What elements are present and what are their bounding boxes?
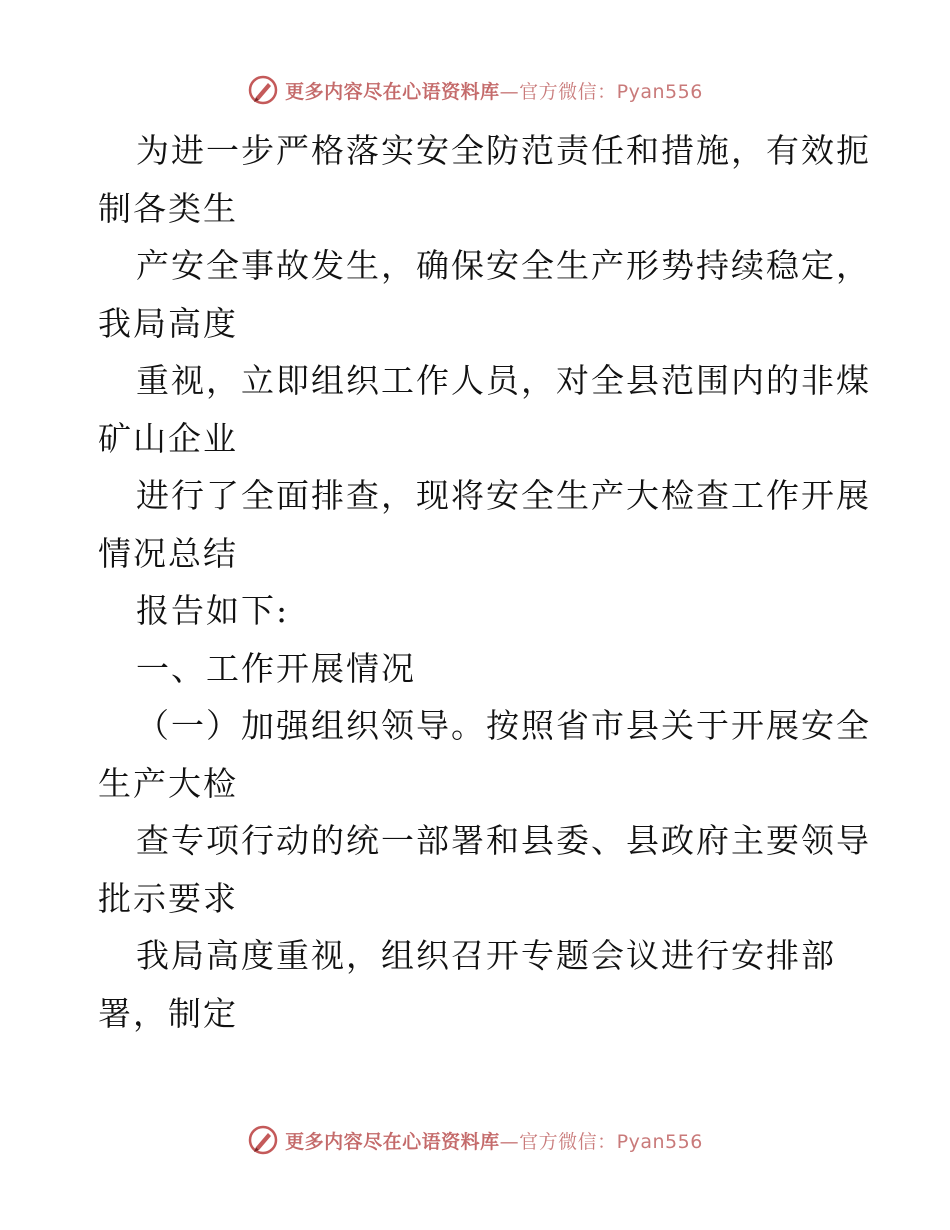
- paragraph-line: 产安全事故发生，确保安全生产形势持续稳定，: [136, 246, 871, 285]
- watermark-text: [285, 1127, 703, 1154]
- watermark-site: 更多内容尽在心语资料库: [285, 80, 500, 103]
- paragraph-line: 批示要求: [98, 878, 238, 918]
- watermark-text: [285, 77, 703, 104]
- paragraph-line: 查专项行动的统一部署和县委、县政府主要领导: [136, 821, 871, 860]
- paragraph-line: 生产大检: [98, 763, 238, 803]
- paragraph-line: 我局高度: [98, 303, 238, 343]
- pen-logo-icon: [247, 1124, 279, 1156]
- section-heading: 一、工作开展情况: [136, 648, 416, 688]
- watermark-wechat: 官方微信：Pyan556: [519, 80, 703, 103]
- paragraph-line: 我局高度重视，组织召开专题会议进行安排部: [136, 936, 836, 975]
- paragraph-line: 报告如下:: [136, 591, 290, 630]
- paragraph-line: 情况总结: [98, 533, 238, 573]
- paragraph-line: 重视，立即组织工作人员，对全县范围内的非煤: [136, 361, 871, 400]
- paragraph-line: 矿山企业: [98, 418, 238, 458]
- paragraph-line: 进行了全面排查，现将安全生产大检查工作开展: [136, 476, 871, 515]
- header-watermark: [0, 70, 950, 110]
- pen-logo-icon: [247, 74, 279, 106]
- paragraph-line: 为进一步严格落实安全防范责任和措施，有效扼: [136, 131, 871, 170]
- document-body: [98, 122, 871, 1042]
- paragraph-line: 署，制定: [98, 993, 238, 1033]
- footer-watermark: [0, 1120, 950, 1160]
- watermark-wechat: 官方微信：Pyan556: [519, 1130, 703, 1153]
- watermark-site: 更多内容尽在心语资料库: [285, 1130, 500, 1153]
- watermark-separator: —: [499, 1130, 520, 1153]
- watermark-separator: —: [499, 80, 520, 103]
- subsection-line: （一）加强组织领导。按照省市县关于开展安全: [136, 706, 871, 745]
- paragraph-line: 制各类生: [98, 188, 238, 228]
